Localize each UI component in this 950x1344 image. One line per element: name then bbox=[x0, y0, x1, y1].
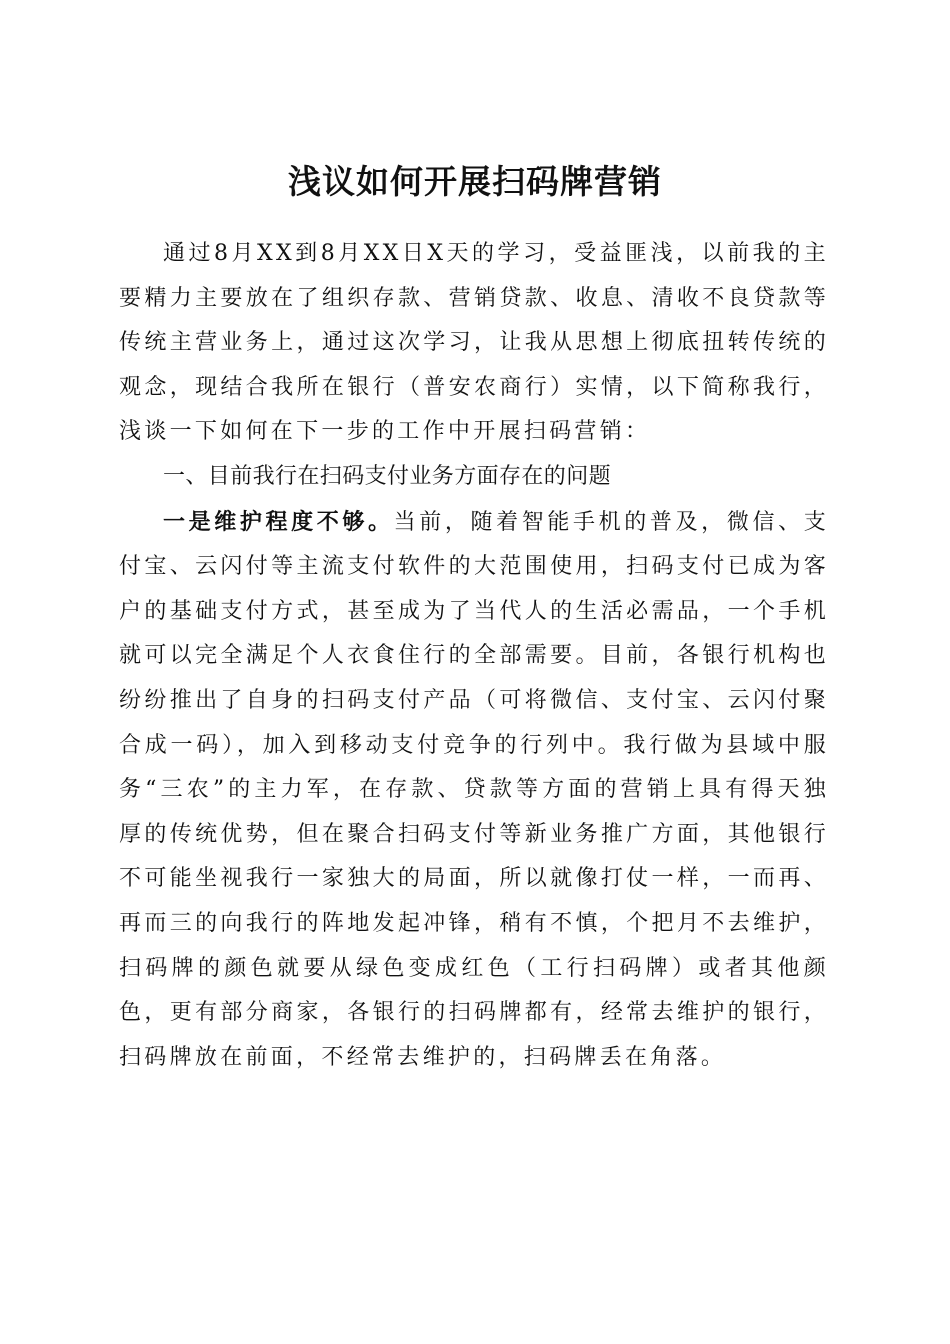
intro-paragraph: 通过8月XX到8月XX日X天的学习，受益匪浅，以前我的主要精力主要放在了组织存款、营销贷款、收息、清收不良贷款等传统主营业务上，通过这次学习，让我从思想上彻底扭转传统的观念，现结合我所在银行（普安农商行）实情，以下简称我行，浅谈一下如何在下一步的工作中开展扫码营销： bbox=[119, 241, 829, 445]
section-heading: 一、目前我行在扫码支付业务方面存在的问题 bbox=[163, 463, 612, 489]
point-paragraph bbox=[119, 500, 829, 1081]
document-body bbox=[119, 232, 829, 1080]
point-text: 当前，随着智能手机的普及，微信、支付宝、云闪付等主流支付软件的大范围使用，扫码支付已成为客户的基础支付方式，甚至成为了当代人的生活必需品，一个手机就可以完全满足个人衣食住行的全部需要。目前，各银行机构也纷纷推出了自身的扫码支付产品（可将微信、支付宝、云闪付聚合成一码），加入到移动支付竞争的行列中。我行做为县域中服务“三农”的主力军，在存款、贷款等方面的营销上具有得天独厚的传统优势，但在聚合扫码支付等新业务推广方面，其他银行不可能坐视我行一家独大的局面，所以就像打仗一样，一而再、再而三的向我行的阵地发起冲锋，稍有不慎，个把月不去维护，扫码牌的颜色就要从绿色变成红色（工行扫码牌）或者其他颜色，更有部分商家，各银行的扫码牌都有，经常去维护的银行，扫码牌放在前面，不经常去维护的，扫码牌丢在角落。 bbox=[119, 509, 829, 1070]
document-title: 浅议如何开展扫码牌营销 bbox=[288, 162, 662, 202]
point-lead: 一是维护程度不够。 bbox=[163, 508, 394, 535]
